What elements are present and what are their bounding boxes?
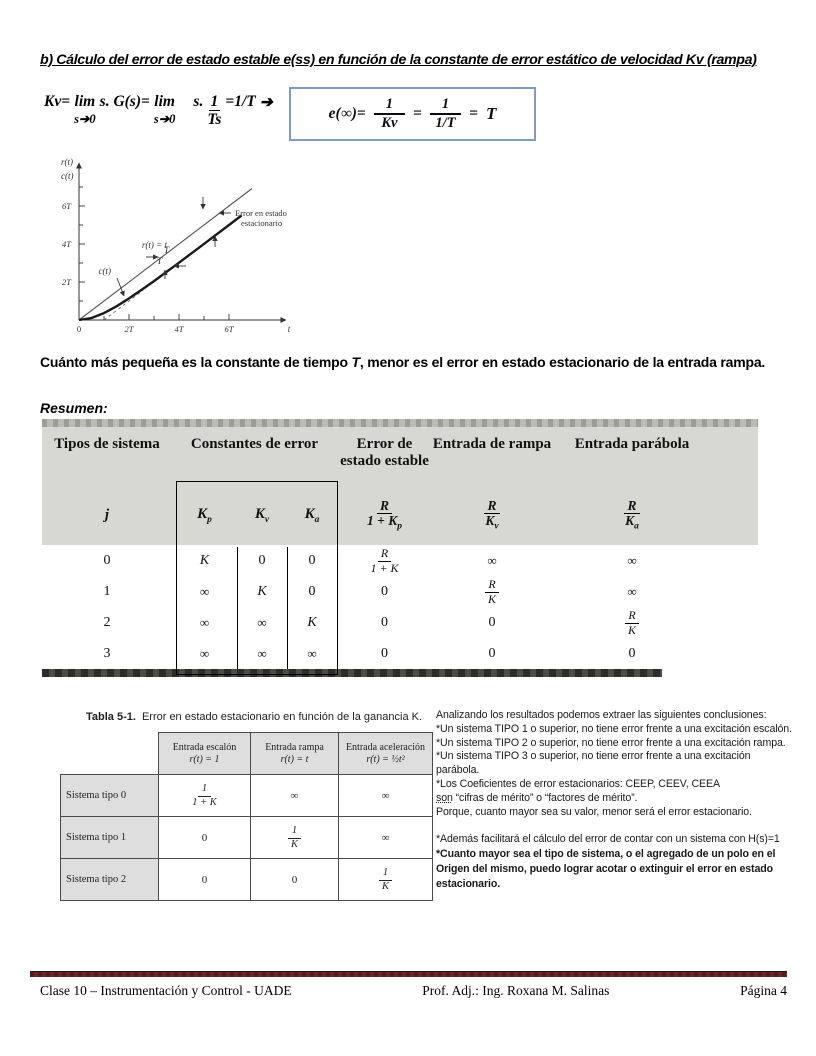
frac-num: 1	[198, 783, 211, 796]
y-ticks	[79, 187, 85, 301]
table-top-rule	[42, 419, 758, 427]
frac-num: R	[378, 547, 391, 561]
kv-limit-formula	[44, 93, 277, 128]
cell-parabola: ∞	[627, 552, 637, 568]
subheader-rampa-formula	[432, 498, 552, 533]
lim-text: lim	[154, 93, 175, 110]
header-escalon	[159, 733, 251, 775]
analysis-item: Porque, cuanto mayor sea su valor, menor será el error estacionario.	[436, 805, 752, 818]
tabla51	[60, 732, 433, 901]
cell-parabola: 0	[628, 645, 636, 661]
corner-cell	[61, 733, 159, 775]
table-row	[42, 607, 758, 638]
analysis-item: *Además facilitará el cálculo del error de contar con un sistema con H(s)=1	[436, 833, 780, 846]
formula-s-dot: s.	[193, 93, 204, 110]
cell-aceleracion	[339, 859, 433, 901]
formula-mid: s. G(s)=	[99, 93, 150, 110]
cell-error: 0	[381, 645, 388, 661]
analysis-item-bold: estacionario.	[436, 878, 501, 891]
cell-rampa	[432, 577, 552, 605]
fraction-1-over-kv	[374, 96, 405, 131]
header-line1: Entrada escalón	[172, 741, 237, 753]
frac-den: K	[381, 880, 389, 892]
xtick-6t: 6T	[224, 324, 234, 334]
frac-num: 1	[379, 867, 392, 880]
paragraph-part2: , menor es el error en estado estacionario de la entrada rampa.	[359, 354, 766, 370]
analysis-item-bold: *Cuanto mayor sea el tipo de sistema, o el agregado de un polo en el	[436, 848, 776, 861]
cell-parabola: ∞	[627, 583, 637, 599]
error-constants-highlight-box	[176, 481, 338, 675]
equals-sign: =	[469, 105, 478, 122]
cell-rampa: 0	[488, 614, 496, 630]
header-aceleracion	[339, 733, 433, 775]
tabla51-caption	[86, 711, 422, 723]
frac-den: K	[487, 591, 496, 606]
cell-kp: ∞	[199, 583, 210, 599]
header-line1: Entrada rampa	[265, 741, 324, 753]
column-divider	[237, 547, 238, 669]
cell-error	[337, 546, 432, 574]
formula-result: =1/T	[225, 93, 256, 110]
cell-kv: 0	[258, 552, 266, 568]
equals-sign: =	[413, 105, 422, 122]
output-curve-label: c(t)	[98, 266, 111, 276]
analysis-item: *Un sistema TIPO 3 o superior, no tiene error frente a una excitación parábola.	[436, 750, 751, 777]
error-annotation-line1: Error en estado	[235, 208, 287, 218]
summary-table	[42, 419, 758, 677]
rampa-frac-num: R	[484, 499, 499, 515]
col-title-spacer	[712, 427, 758, 436]
xtick-2t: 2T	[124, 324, 134, 334]
limit-1	[74, 93, 96, 127]
ytick-6t: 6T	[62, 201, 71, 211]
cell-parabola	[552, 608, 712, 636]
ramp-line-label: r(t) = t	[141, 240, 167, 250]
kv-base: K	[254, 505, 265, 522]
analysis-item-bold: Origen del mismo, puedo lograr acotar o extinguir el error en estado	[436, 863, 773, 876]
fraction-denominator: Kv	[381, 115, 398, 131]
frac-den: 1 + K	[370, 560, 399, 575]
box-lhs: e(∞)=	[328, 105, 366, 122]
ytick-4t: 4T	[62, 239, 71, 249]
cell-rampa: 0	[488, 645, 496, 661]
cell-j: 3	[103, 645, 111, 661]
kp-base: K	[197, 505, 208, 522]
subheader-parabola-formula	[552, 498, 712, 533]
summary-table-titles	[42, 427, 758, 485]
error-frac-den	[367, 514, 402, 532]
lim-subscript: s➔0	[153, 112, 176, 126]
cell-j: 2	[103, 614, 111, 630]
summary-table-body	[42, 545, 758, 669]
parabola-den-pre: K	[625, 513, 635, 529]
col-title-constantes: Constantes de error	[190, 436, 319, 452]
lim-text: lim	[74, 93, 96, 110]
rampa-den-sub: v	[494, 522, 499, 533]
tabla51-header-row	[61, 733, 433, 775]
right-arrow-icon: ➔	[259, 94, 273, 111]
limit-2	[154, 93, 176, 127]
row-label: Sistema tipo 1	[61, 817, 159, 859]
ka-sub: a	[314, 514, 320, 525]
col-title-rampa: Entrada de rampa	[432, 436, 552, 452]
fraction-denominator: 1/T	[435, 115, 456, 131]
page-footer	[40, 983, 787, 999]
header-rampa	[251, 733, 339, 775]
cell-rampa: 0	[251, 859, 339, 901]
kp-sub: p	[207, 514, 212, 525]
footer-course: Clase 10 – Instrumentación y Control - UADE	[40, 983, 292, 998]
table-row	[61, 817, 433, 859]
paragraph-emph-t: T	[351, 354, 360, 370]
analysis-item	[436, 792, 794, 806]
steady-state-error-box	[289, 87, 536, 141]
page-title: b) Cálculo del error de estado estable e(ss) en función de la constante de error estático de velocidad Kv (rampa)	[40, 52, 757, 68]
analysis-item: *Los Coeficientes de error estacionarios: CEEP, CEEV, CEEA	[436, 777, 720, 790]
cell-ka: K	[307, 614, 317, 630]
fraction-1-over-ts	[207, 93, 221, 128]
underlined-word: son	[436, 791, 453, 804]
analysis-item: *Un sistema TIPO 1 o superior, no tiene error frente a una excitación escalón.	[436, 722, 792, 735]
caption-text: Error en estado estacionario en función de la ganancia K.	[141, 711, 423, 723]
t-offset-label-upper: T	[164, 245, 170, 255]
fraction-numerator: 1	[374, 96, 405, 115]
frac-num: R	[625, 609, 638, 623]
cell-escalon	[159, 775, 251, 817]
rampa-frac-den	[485, 514, 498, 532]
cell-rampa	[251, 817, 339, 859]
footer-page-number: Página 4	[740, 983, 787, 998]
fraction-numerator: 1	[430, 96, 461, 115]
footer-rule	[30, 971, 787, 977]
col-title-parabola: Entrada parábola	[574, 436, 690, 452]
x-axis-label: t	[287, 324, 291, 334]
summary-table-subheaders	[42, 485, 758, 545]
analysis-intro: Analizando los resultados podemos extraer las siguientes conclusiones:	[436, 709, 767, 721]
table-row	[42, 545, 758, 576]
xtick-0: 0	[76, 324, 82, 334]
cell-aceleracion: ∞	[339, 817, 433, 859]
cell-kp: ∞	[199, 645, 210, 661]
analysis-text-block	[436, 709, 794, 892]
error-frac-num: R	[377, 499, 392, 515]
xtick-4t: 4T	[174, 324, 184, 334]
formula-kv: Kv=	[44, 93, 71, 110]
cell-escalon: 0	[159, 817, 251, 859]
table-row	[61, 775, 433, 817]
cell-rampa: ∞	[487, 552, 497, 568]
cell-kv: ∞	[257, 614, 267, 630]
col-title-tipos: Tipos de sistema	[54, 436, 160, 452]
cell-ka: 0	[308, 583, 316, 599]
graph-svg	[55, 150, 317, 342]
y-axis-label-c: c(t)	[61, 171, 74, 181]
header-line2: r(t) = ½t²	[366, 753, 405, 765]
cell-escalon: 0	[159, 859, 251, 901]
header-line1: Entrada aceleración	[345, 741, 426, 753]
frac-den: 1 + K	[192, 796, 217, 808]
error-den-sub: p	[397, 522, 402, 533]
cell-ka: 0	[308, 552, 316, 568]
caption-label: Tabla 5-1.	[86, 711, 136, 723]
column-divider	[287, 547, 288, 669]
table-row	[42, 638, 758, 669]
analysis-item-rest: “cifras de mérito” o “factores de mérito”.	[452, 791, 638, 804]
analysis-item: *Un sistema TIPO 2 o superior, no tiene error frente a una excitación rampa.	[436, 736, 786, 749]
parabola-den-sub: a	[634, 522, 639, 533]
cell-kp: ∞	[199, 614, 210, 630]
lim-subscript: s➔0	[74, 112, 96, 126]
y-axis-label-r: r(t)	[61, 157, 73, 167]
cell-kp: K	[199, 552, 210, 568]
ka-base: K	[304, 505, 315, 522]
col-title-error: Error de estado estable	[340, 436, 429, 469]
time-constant-paragraph	[40, 353, 788, 371]
t-offset-label-lower: T	[157, 256, 163, 266]
parabola-frac-num: R	[624, 499, 639, 515]
footer-professor: Prof. Adj.: Ing. Roxana M. Salinas	[422, 983, 610, 998]
frac-den: K	[627, 622, 636, 637]
table-row	[61, 859, 433, 901]
cell-error: 0	[381, 614, 388, 630]
header-line2: r(t) = t	[280, 753, 309, 765]
parabola-frac-den	[625, 514, 639, 532]
row-label: Sistema tipo 2	[61, 859, 159, 901]
fraction-numerator: 1	[210, 93, 219, 110]
row-label: Sistema tipo 0	[61, 775, 159, 817]
cell-j: 1	[103, 583, 111, 599]
kv-sub: v	[264, 514, 270, 525]
fraction-1-over-1t	[430, 96, 461, 131]
ytick-2t: 2T	[62, 277, 71, 287]
subheader-error-formula	[337, 498, 432, 533]
x-ticks	[104, 314, 229, 320]
error-den-pre: 1 + K	[367, 513, 398, 529]
box-result: T	[485, 104, 497, 123]
cell-kv: K	[257, 583, 267, 599]
paragraph-part1: Cuánto más pequeña es la constante de tiempo	[40, 354, 352, 370]
frac-num: R	[485, 578, 498, 592]
cell-error: 0	[381, 583, 388, 599]
rampa-den-pre: K	[485, 513, 495, 529]
cell-kv: ∞	[257, 645, 267, 661]
header-line2: r(t) = 1	[189, 753, 220, 765]
ramp-response-graph	[55, 150, 317, 342]
frac-den: K	[290, 838, 298, 850]
frac-num: 1	[288, 825, 301, 838]
resumen-label: Resumen:	[40, 400, 108, 416]
cell-rampa: ∞	[251, 775, 339, 817]
fraction-denominator: Ts	[207, 111, 222, 129]
table-bottom-rule	[42, 669, 662, 677]
error-annotation-line2: estacionario	[241, 218, 283, 228]
cell-j: 0	[103, 552, 111, 568]
cell-aceleracion: ∞	[339, 775, 433, 817]
subheader-j: j	[104, 506, 110, 523]
annotation-arrows	[117, 197, 231, 296]
cell-ka: ∞	[307, 645, 317, 661]
table-row	[42, 576, 758, 607]
